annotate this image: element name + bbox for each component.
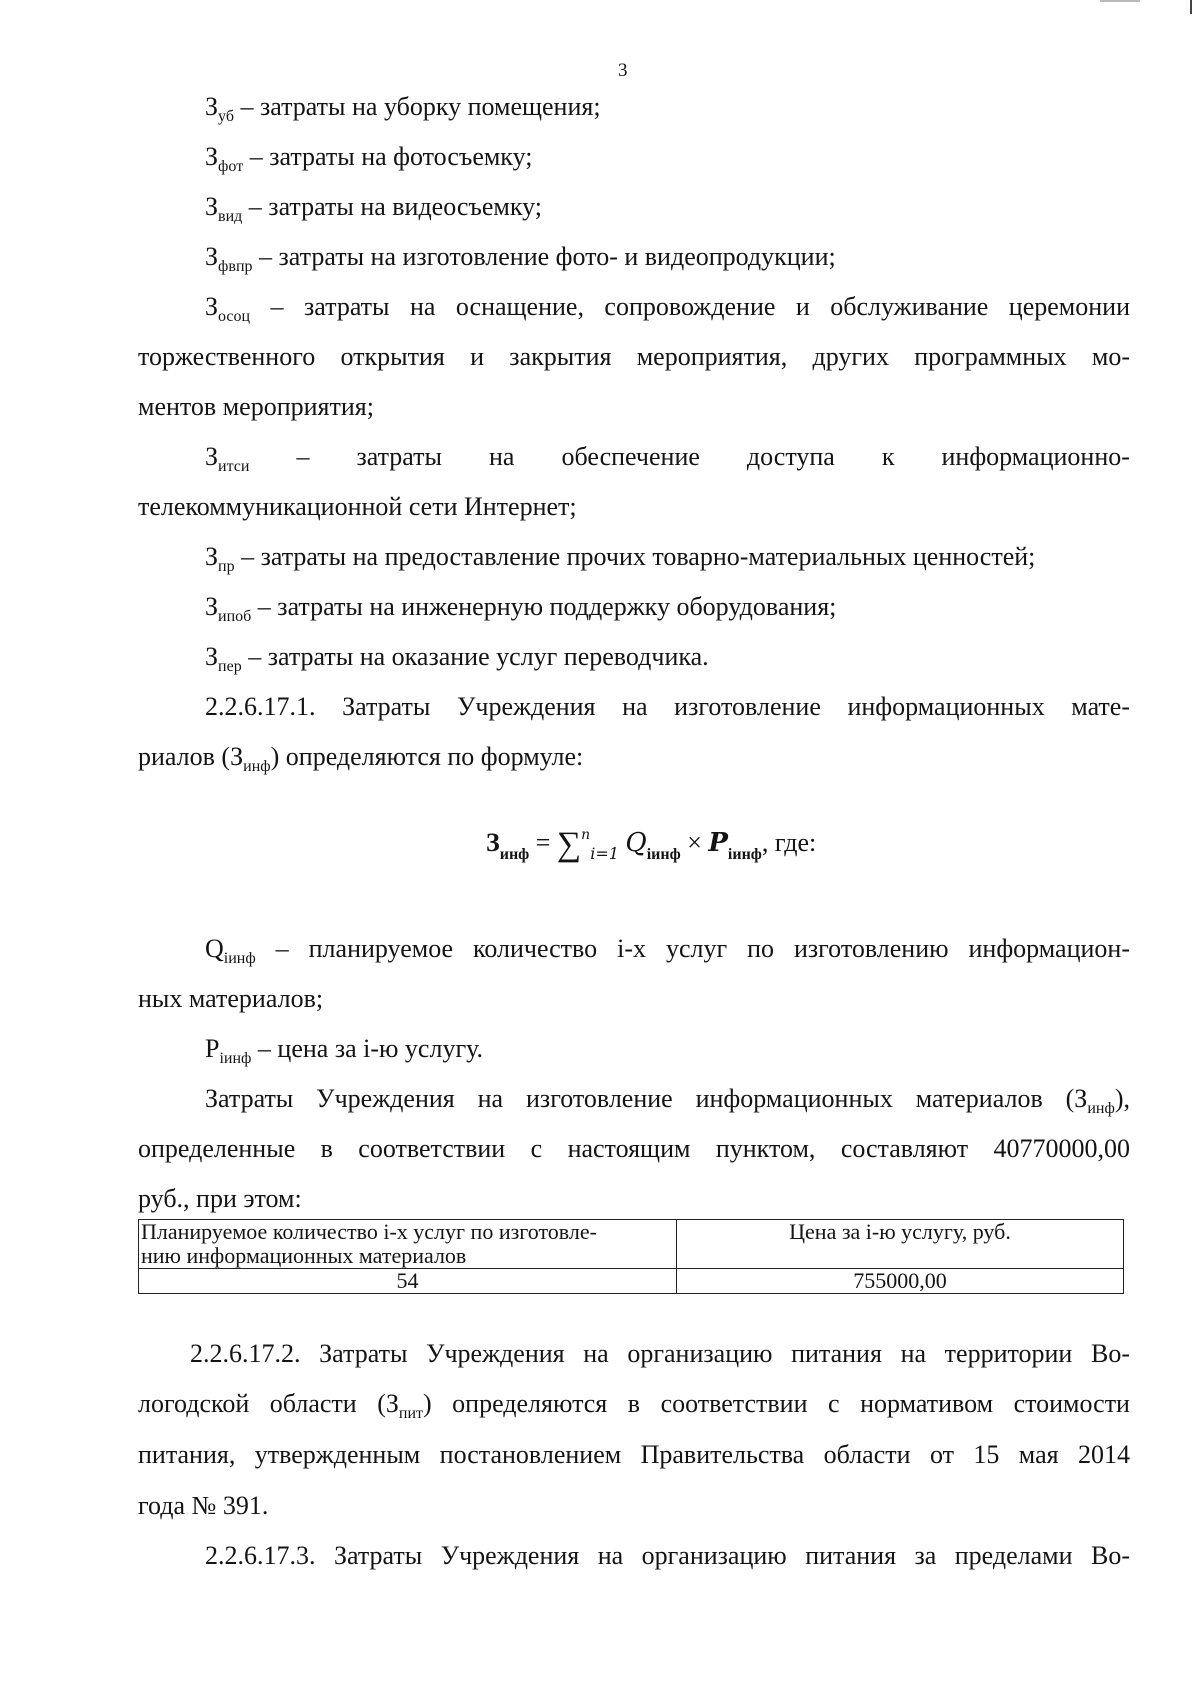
summary-line-end: руб., при этом:: [138, 1184, 302, 1213]
def-line-osoc-end: ментов мероприятия;: [138, 392, 374, 421]
paragraph-17-2-cont2: питания, утвержденным постановлением Правительства области от 15 мая 2014: [138, 1440, 1130, 1469]
scan-edge-mark: [1100, 0, 1140, 2]
def-line-pr: $З_{пр}$ – затраты на предоставление прочих товарно-материальных ценностей;: [205, 542, 1036, 575]
itsi-word: обеспечение: [561, 442, 700, 471]
def-line-vid: $З_{вид}$ – затраты на видеосъемку;: [205, 192, 542, 225]
def-line-osoc: $З_{осоц}$ – затраты на оснащение, сопровождение и обслуживание церемонии: [205, 292, 1130, 325]
itsi-symbol: $З_{итси}$: [205, 442, 250, 475]
summary-line: Затраты Учреждения на изготовление информационных материалов $(З_{инф})$,: [205, 1084, 1130, 1117]
def-line-itsi: [205, 442, 1130, 475]
table-header-price: Цена за i-ю услугу, руб.: [677, 1220, 1124, 1269]
table-row: [139, 1269, 1124, 1294]
def-line-p: $P_{iинф}$ – цена за i-ю услугу.: [205, 1034, 484, 1067]
itsi-word: к: [881, 442, 895, 471]
itsi-word: –: [296, 442, 310, 471]
table-cell-price: 755000,00: [677, 1269, 1124, 1294]
def-line-ipob: $З_{ипоб}$ – затраты на инженерную поддержку оборудования;: [205, 592, 837, 625]
table-header-row: [139, 1220, 1124, 1269]
page-number: 3: [618, 60, 628, 81]
cost-formula: $З_{инф} = \sum^n_{i=1}$ $Q_{iинф} \times P_{iинф}$, где:: [486, 826, 817, 863]
paragraph-17-1-cont: риалов $(З_{инф})$ определяются по формуле:: [138, 742, 584, 775]
scan-edge-mark: [1190, 0, 1192, 14]
itsi-word: на: [489, 442, 515, 471]
itsi-word: затраты: [356, 442, 442, 471]
def-line-q: $Q_{iинф}$ – планируемое количество i-х услуг по изготовлению информацион-: [205, 934, 1130, 967]
itsi-word: доступа: [746, 442, 835, 471]
def-line-fvpr: $З_{фвпр}$ – затраты на изготовление фото- и видеопродукции;: [205, 242, 836, 275]
def-line-q-cont: ных материалов;: [138, 984, 324, 1013]
paragraph-17-1: 2.2.6.17.1. Затраты Учреждения на изготовление информационных мате-: [205, 692, 1130, 721]
cost-table: [138, 1219, 1124, 1294]
def-line-itsi-cont: телекоммуникационной сети Интернет;: [138, 492, 577, 521]
def-line-fot: $З_{фот}$ – затраты на фотосъемку;: [205, 142, 533, 175]
sigma-symbol: ∑: [556, 826, 582, 863]
itsi-word: информационно-: [941, 442, 1130, 471]
def-line-per: $З_{пер}$ – затраты на оказание услуг переводчика.: [205, 642, 709, 675]
summary-line-cont: определенные в соответствии с настоящим пунктом, составляют 40770000,00: [138, 1134, 1130, 1163]
def-line-osoc-cont: торжественного открытия и закрытия мероприятия, других программных мо-: [138, 342, 1130, 371]
paragraph-17-3: 2.2.6.17.3. Затраты Учреждения на организацию питания за пределами Во-: [205, 1541, 1130, 1570]
paragraph-17-2: 2.2.6.17.2. Затраты Учреждения на организацию питания на территории Во-: [190, 1339, 1130, 1368]
paragraph-17-2-cont: логодской области $(З_{пит})$ определяются в соответствии с нормативом стоимости: [138, 1389, 1130, 1422]
paragraph-17-2-end: года № 391.: [138, 1491, 269, 1520]
def-line-ub: $З_{уб}$ – затраты на уборку помещения;: [205, 92, 601, 125]
table-cell-quantity: 54: [139, 1269, 677, 1294]
table-header-quantity: Планируемое количество i-х услуг по изготовле- нию информационных материалов: [139, 1220, 677, 1269]
